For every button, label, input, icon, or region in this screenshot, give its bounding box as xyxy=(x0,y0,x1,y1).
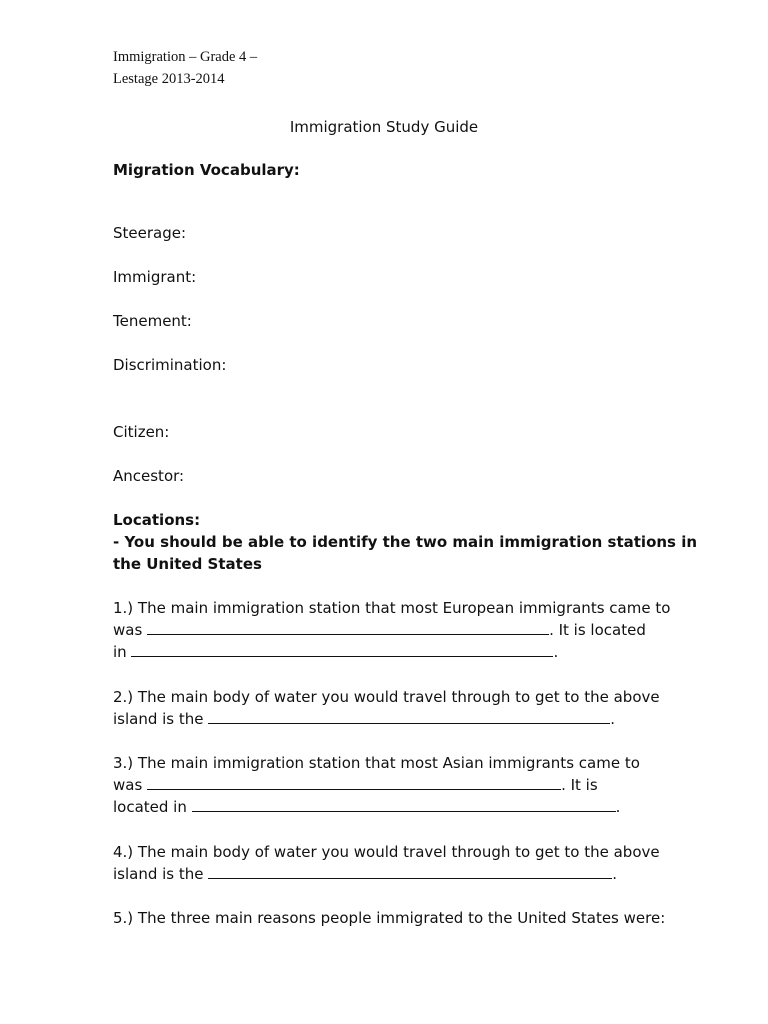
question-4-blank-water[interactable] xyxy=(208,863,612,879)
question-2-blank-water[interactable] xyxy=(208,708,610,724)
question-1-period: . xyxy=(553,643,559,661)
question-1-in-label: in xyxy=(113,643,127,661)
vocab-term-discrimination: Discrimination: xyxy=(113,356,227,374)
question-2-line-2 xyxy=(113,708,615,730)
locations-instruction-line-2: the United States xyxy=(113,555,262,573)
vocabulary-heading: Migration Vocabulary: xyxy=(113,161,300,179)
question-3-blank-station[interactable] xyxy=(147,774,561,790)
question-4-text: 4.) The main body of water you would travel through to get to the above xyxy=(113,843,660,861)
question-1-was-label: was xyxy=(113,621,143,639)
question-3-line-2 xyxy=(113,774,598,796)
locations-instruction-line-1: - You should be able to identify the two main immigration stations in xyxy=(113,533,698,551)
question-1-blank-station[interactable] xyxy=(147,619,549,635)
question-3-period: . xyxy=(615,798,621,816)
question-4-island-label: island is the xyxy=(113,865,204,883)
question-1-located-label: . It is located xyxy=(549,621,646,639)
question-2-text: 2.) The main body of water you would travel through to get to the above xyxy=(113,688,660,706)
header-line-1: Immigration – Grade 4 – xyxy=(113,49,258,65)
question-1-line-3 xyxy=(113,641,558,663)
question-1-line-2 xyxy=(113,619,646,641)
vocab-term-ancestor: Ancestor: xyxy=(113,467,185,485)
question-4-line-2 xyxy=(113,863,617,885)
question-1-blank-location[interactable] xyxy=(131,641,553,657)
vocab-term-tenement: Tenement: xyxy=(113,312,192,330)
question-3-was-label: was xyxy=(113,776,143,794)
question-3-text: 3.) The main immigration station that most Asian immigrants came to xyxy=(113,754,640,772)
locations-heading: Locations: xyxy=(113,511,201,529)
question-3-located-in-label: located in xyxy=(113,798,187,816)
question-3-line-3 xyxy=(113,796,620,818)
question-2-island-label: island is the xyxy=(113,710,204,728)
document-title: Immigration Study Guide xyxy=(289,118,479,136)
vocab-term-steerage: Steerage: xyxy=(113,224,187,242)
document-header xyxy=(113,46,257,90)
question-3-blank-location[interactable] xyxy=(192,796,616,812)
question-2-period: . xyxy=(610,710,616,728)
vocab-term-citizen: Citizen: xyxy=(113,423,170,441)
question-1-text: 1.) The main immigration station that most European immigrants came to xyxy=(113,599,671,617)
vocab-term-immigrant: Immigrant: xyxy=(113,268,197,286)
header-line-2: Lestage 2013-2014 xyxy=(113,71,225,87)
question-3-located-label: . It is xyxy=(561,776,598,794)
question-4-period: . xyxy=(612,865,618,883)
question-5-text: 5.) The three main reasons people immigrated to the United States were: xyxy=(113,909,666,927)
